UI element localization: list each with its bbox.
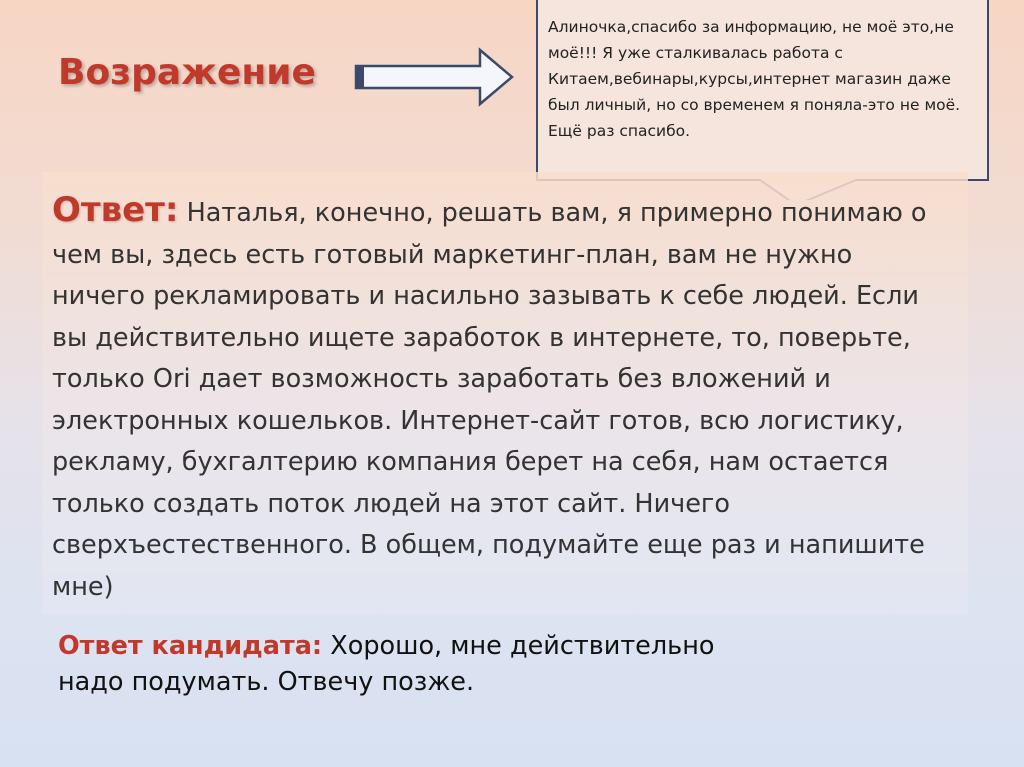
answer-paragraph: [52, 190, 952, 608]
objection-quote: Алиночка,спасибо за информацию, не моё это,не моё!!! Я уже сталкивалась работа с Китаем,вебинары,курсы,интернет магазин даже был личный, но со временем я поняла-это не моё. Ещё раз спасибо.: [548, 18, 961, 140]
right-arrow-icon: [350, 46, 520, 112]
candidate-answer: [58, 628, 778, 700]
slide-title: Возражение: [58, 52, 316, 93]
answer-label: Ответ:: [52, 190, 179, 230]
answer-box: [42, 172, 968, 614]
objection-speech-bubble: [536, 0, 990, 180]
answer-text: Наталья, конечно, решать вам, я примерно понимаю о чем вы, здесь есть готовый маркетинг-план, вам не нужно ничего рекламировать и насильно зазывать к себе людей. Если вы действительно ищете заработок в интернете, то, поверьте, только Ori дает возможность заработать без вложений и электронных кошельков. Интернет-сайт готов, всю логистику, рекламу, бухгалтерию компания берет на себя, нам остается только создать поток людей на этот сайт. Ничего сверхъестественного. В общем, подумайте еще раз и напишите мне): [52, 198, 927, 602]
candidate-answer-text: Хорошо, мне действительно надо подумать. Отвечу позже.: [58, 631, 715, 697]
candidate-answer-label: Ответ кандидата:: [58, 631, 323, 661]
